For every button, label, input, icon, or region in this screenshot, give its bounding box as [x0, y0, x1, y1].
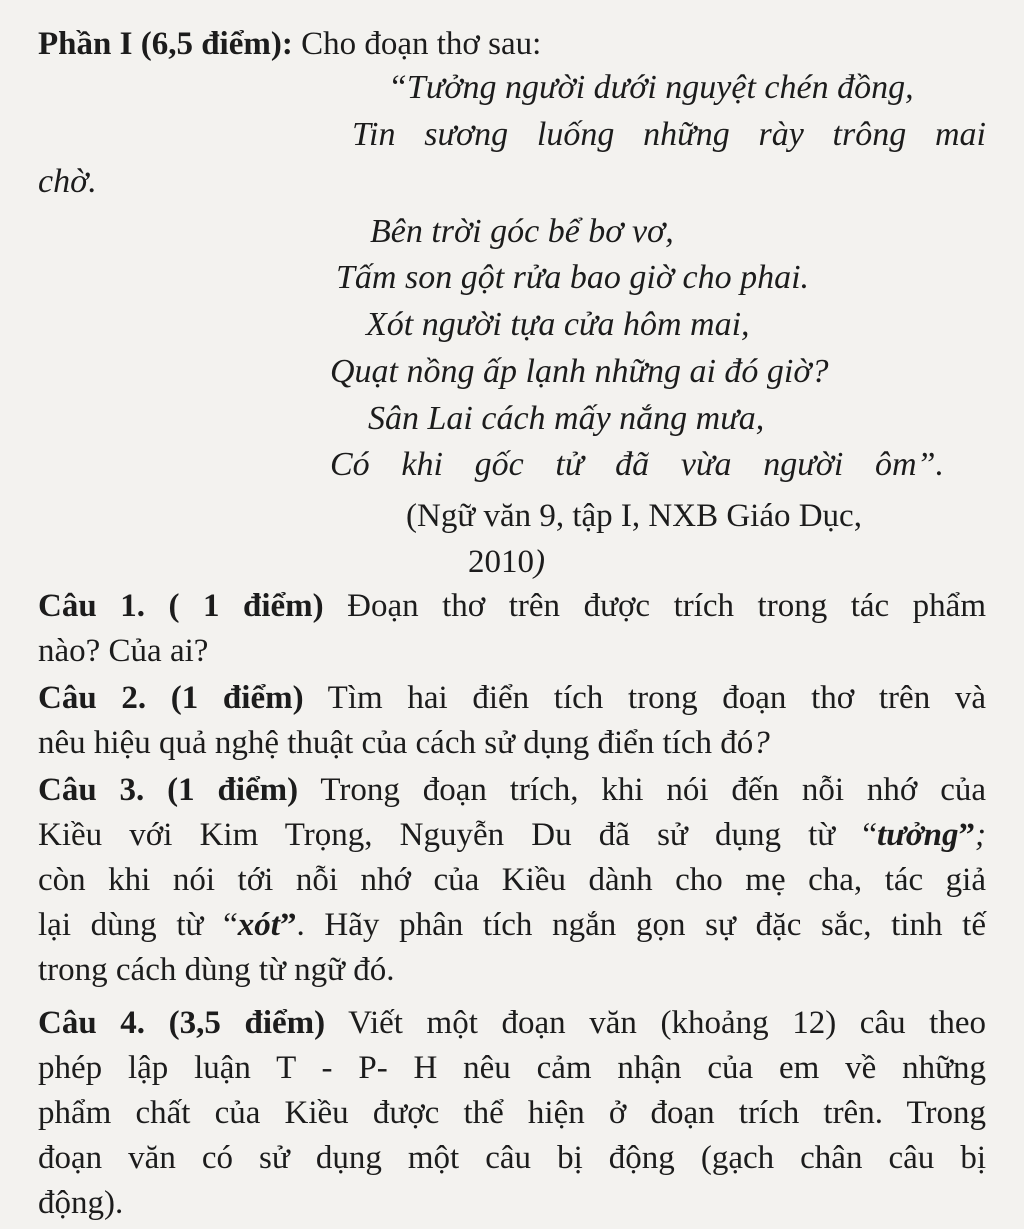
question-3-row-5: trong cách dùng từ ngữ đó. — [38, 952, 395, 988]
source-year — [468, 540, 545, 584]
source-year-value: 2010 — [468, 544, 534, 580]
source-citation: (Ngữ văn 9, tập I, NXB Giáo Dục, — [406, 498, 862, 534]
poem-line-5: Xót người tựa cửa hôm mai, — [366, 306, 750, 343]
question-3-row-3: còn khi nói tới nỗi nhớ của Kiều dành cho mẹ cha, tác giả — [38, 862, 986, 898]
keyword-tuong: tưởng — [876, 817, 959, 853]
poem-line-4: Tấm son gột rửa bao giờ cho phai. — [336, 259, 810, 296]
question-2-end-mark: ? — [753, 725, 770, 761]
source-close-paren: ) — [534, 544, 545, 580]
part-header — [38, 22, 986, 66]
poem-line-6: Quạt nồng ấp lạnh những ai đó giờ? — [330, 353, 829, 390]
question-2-row-1: Câu 2. (1 điểm) Tìm hai điển tích trong đoạn thơ trên và — [38, 680, 987, 716]
question-3-label: Câu 3. (1 điểm) — [38, 772, 299, 808]
question-4 — [38, 1001, 986, 1226]
question-4-row-4: đoạn văn có sử dụng một câu bị động (gạch chân câu bị — [38, 1140, 986, 1176]
question-4-row-5: động). — [38, 1185, 124, 1221]
keyword-xot: xót — [237, 907, 280, 943]
poem-line-1: “Tưởng người dưới nguyệt chén đồng, — [388, 69, 914, 106]
question-3-row-4: lại dùng từ “xót”. Hãy phân tích ngắn gọn sự đặc sắc, tinh tế — [38, 907, 986, 943]
poem-line-2: Tin sương luống những rày trông mai — [352, 116, 986, 153]
question-4-row-1: Câu 4. (3,5 điểm) Viết một đoạn văn (khoảng 12) câu theo — [38, 1005, 987, 1041]
question-3-row-1: Câu 3. (1 điểm) Trong đoạn trích, khi nói đến nỗi nhớ của — [38, 772, 986, 808]
part-label: Phần I (6,5 điểm): — [38, 26, 293, 62]
part-instruction: Cho đoạn thơ sau: — [292, 26, 542, 62]
poem-line-7: Sân Lai cách mấy nắng mưa, — [368, 400, 765, 437]
question-1-label: Câu 1. ( 1 điểm) — [38, 588, 324, 624]
question-2-row-2: nêu hiệu quả nghệ thuật của cách sử dụng điển tích đó? — [38, 725, 770, 761]
question-3 — [38, 768, 986, 993]
question-1-row-2: nào? Của ai? — [38, 633, 209, 669]
question-2-label: Câu 2. (1 điểm) — [38, 680, 304, 716]
poem-line-8: Có khi gốc tử đã vừa người ôm”. — [330, 446, 944, 483]
question-2 — [38, 676, 986, 766]
question-3-row-2: Kiều với Kim Trọng, Nguyễn Du đã sử dụng từ “tưởng”; — [38, 817, 986, 853]
poem-line-3: Bên trời góc bể bơ vơ, — [370, 213, 674, 250]
question-4-row-3: phẩm chất của Kiều được thể hiện ở đoạn trích trên. Trong — [38, 1095, 986, 1131]
question-1 — [38, 584, 986, 674]
question-4-label: Câu 4. (3,5 điểm) — [38, 1005, 326, 1041]
question-4-row-2: phép lập luận T - P- H nêu cảm nhận của em về những — [38, 1050, 986, 1086]
poem-line-2-continued: chờ. — [38, 163, 97, 200]
question-1-row-1: Câu 1. ( 1 điểm) Đoạn thơ trên được trích trong tác phẩm — [38, 588, 987, 624]
